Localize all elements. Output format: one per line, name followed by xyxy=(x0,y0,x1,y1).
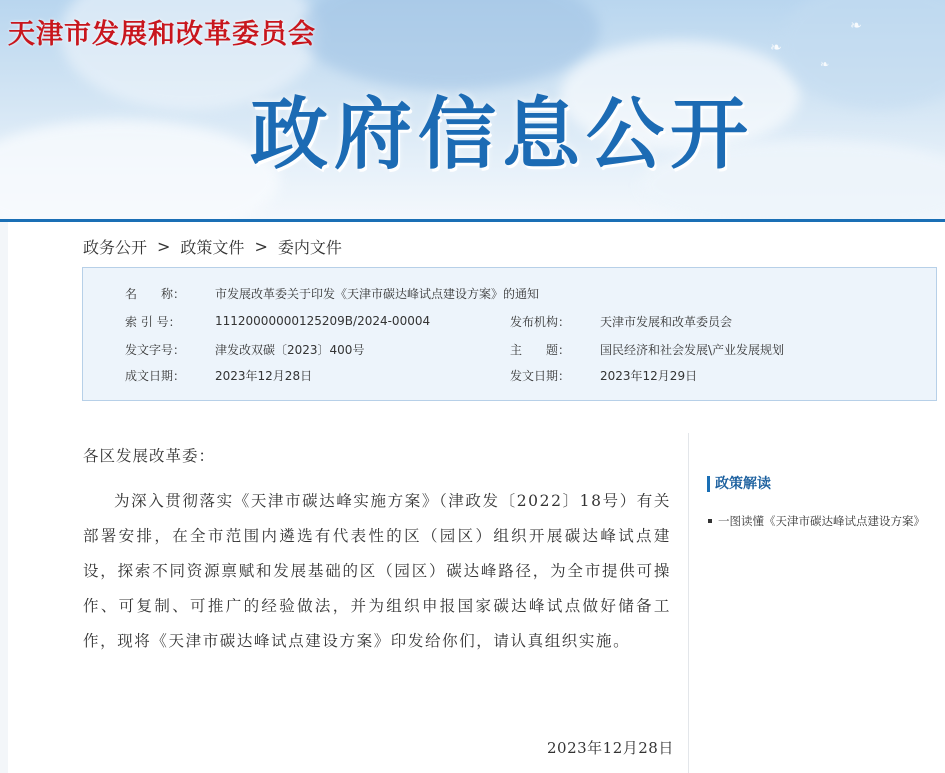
sidebar-item-link[interactable]: 一图读懂《天津市碳达峰试点建设方案》 xyxy=(718,514,925,528)
breadcrumb xyxy=(83,235,342,257)
article-greeting: 各区发展改革委： xyxy=(83,447,216,465)
bird-icon: ❧ xyxy=(850,18,862,34)
meta-topic-label: 主 题： xyxy=(510,342,571,357)
breadcrumb-item-policy-docs[interactable]: 政策文件 xyxy=(180,237,245,257)
breadcrumb-item-committee-docs[interactable]: 委内文件 xyxy=(277,237,342,257)
bird-icon: ❧ xyxy=(770,40,782,56)
banner-divider xyxy=(0,219,945,222)
banner-decoration xyxy=(0,120,280,220)
meta-written-date-label: 成文日期： xyxy=(125,368,186,383)
header-banner xyxy=(0,0,945,220)
meta-doc-no-row xyxy=(125,341,364,357)
meta-publisher-value: 天津市发展和改革委员会 xyxy=(600,314,733,329)
sidebar-item[interactable] xyxy=(708,513,925,529)
meta-index-value: 11120000000125209B/2024-00004 xyxy=(215,314,431,328)
meta-issued-date-label: 发文日期： xyxy=(510,368,571,383)
meta-name-row xyxy=(125,285,539,301)
content-divider xyxy=(688,433,689,773)
meta-doc-no-label: 发文字号： xyxy=(125,342,186,357)
meta-index-label: 索 引 号： xyxy=(125,314,181,329)
meta-written-date-row xyxy=(125,367,312,383)
bullet-icon xyxy=(708,519,712,523)
sidebar-list xyxy=(708,513,925,529)
meta-name-label: 名 称： xyxy=(125,286,186,301)
banner-title: 政府信息公开 xyxy=(250,90,755,180)
document-metadata xyxy=(82,267,937,401)
meta-issued-date-row xyxy=(510,367,697,383)
meta-name-value: 市发展改革委关于印发《天津市碳达峰试点建设方案》的通知 xyxy=(215,286,540,301)
breadcrumb-separator: > xyxy=(157,236,171,256)
article-paragraph: 为深入贯彻落实《天津市碳达峰实施方案》（津政发〔2022〕18号）有关部署安排，在全市范围内遴选有代表性的区（园区）组织开展碳达峰试点建设，探索不同资源禀赋和发展基础的区（园区）碳达峰路径，为全市提供可操作、可复制、可推广的经验做法，并为组织申报国家碳达峰试点做好储备工作，现将《天津市碳达峰试点建设方案》印发给你们，请认真组织实施。 xyxy=(83,492,671,650)
banner-decoration xyxy=(300,0,600,90)
meta-topic-row xyxy=(510,341,784,357)
bird-icon: ❧ xyxy=(820,58,830,71)
meta-publisher-label: 发布机构： xyxy=(510,314,571,329)
meta-written-date-value: 2023年12月28日 xyxy=(215,368,313,383)
breadcrumb-separator: > xyxy=(254,236,268,256)
meta-topic-value: 国民经济和社会发展\产业发展规划 xyxy=(600,342,785,357)
org-name[interactable]: 天津市发展和改革委员会 xyxy=(8,19,316,50)
sidebar-title: 政策解读 xyxy=(707,476,771,492)
article-sign-date: 2023年12月28日 xyxy=(547,739,674,757)
meta-issued-date-value: 2023年12月29日 xyxy=(600,368,698,383)
meta-publisher-row xyxy=(510,313,732,329)
side-decoration xyxy=(0,222,8,773)
breadcrumb-item-gov-affairs[interactable]: 政务公开 xyxy=(83,237,148,257)
banner-decoration xyxy=(780,0,945,110)
meta-doc-no-value: 津发改双碳〔2023〕400号 xyxy=(215,342,365,357)
meta-index-row xyxy=(125,313,430,329)
